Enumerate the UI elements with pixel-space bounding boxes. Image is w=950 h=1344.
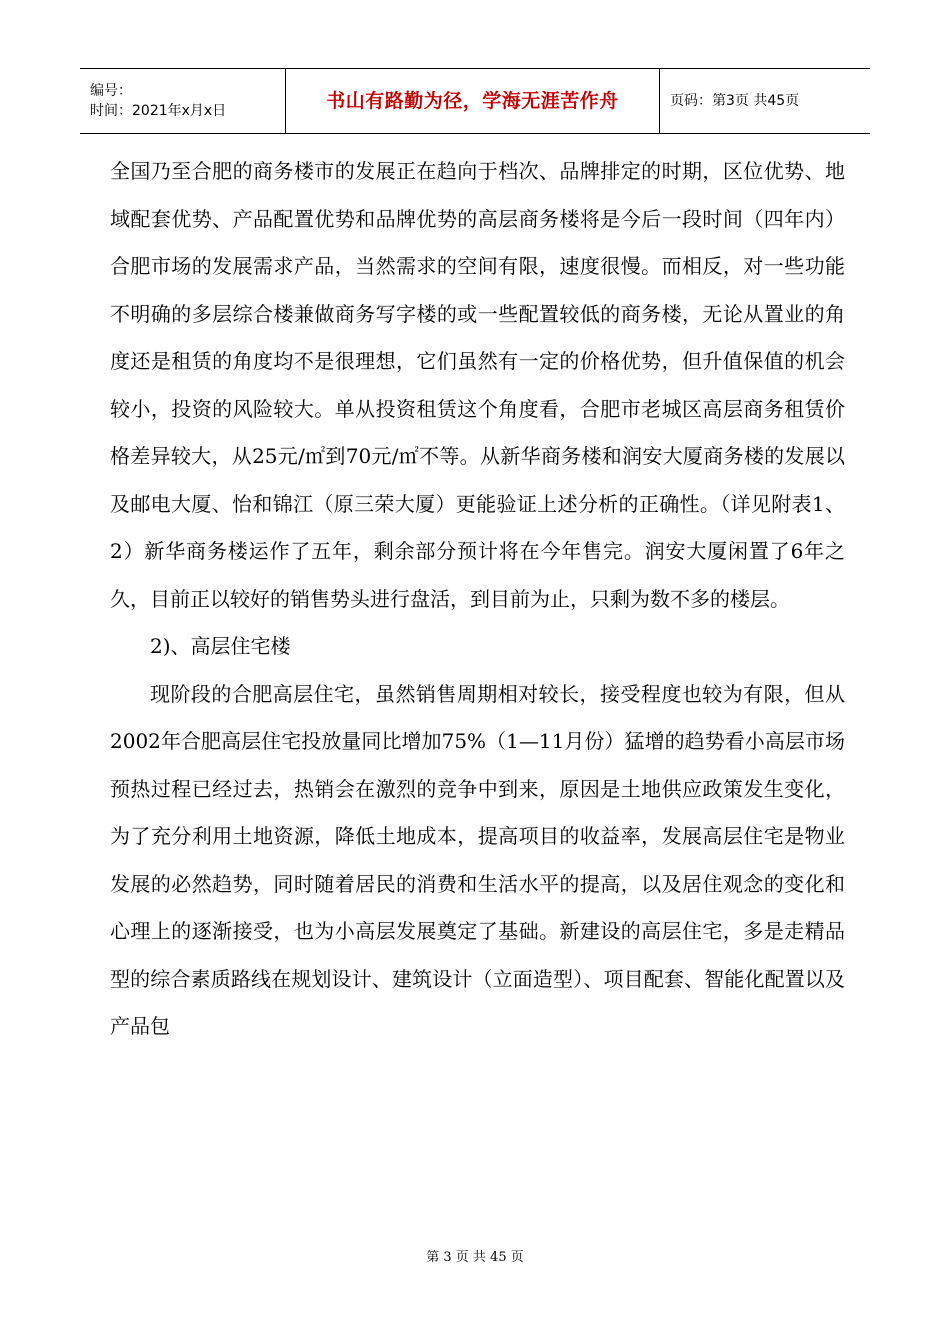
header-page-info-cell — [660, 69, 870, 133]
document-body — [110, 148, 845, 1051]
document-date: 时间：2021年x月x日 — [90, 103, 227, 119]
paragraph-high-rise-residential: 现阶段的合肥高层住宅，虽然销售周期相对较长，接受程度也较为有限，但从2002年合肥高层住宅投放量同比增加75%（1—11月份）猛增的趋势看小高层市场预热过程已经过去，热销会在激烈的竞争中到来，原因是土地供应政策发生变化，为了充分利用土地资源，降低土地成本，提高项目的收益率，发展高层住宅是物业发展的必然趋势，同时随着居民的消费和生活水平的提高，以及居住观念的变化和心理上的逐渐接受，也为小高层发展奠定了基础。新建设的高层住宅，多是走精品型的综合素质路线在规划设计、建筑设计（立面造型）、项目配套、智能化配置以及产品包 — [110, 681, 845, 1038]
header-meta — [80, 69, 285, 133]
header-motto-cell — [285, 69, 660, 133]
document-number-label: 编号： — [90, 83, 132, 99]
page-header — [80, 68, 870, 134]
page-footer: 第 3 页 共 45 页 — [426, 1250, 524, 1265]
header-page-info: 页码：第3页 共45页 — [670, 93, 800, 109]
section-heading-high-rise-residential: 2)、高层住宅楼 — [150, 634, 291, 658]
paragraph-office-market: 全国乃至合肥的商务楼市的发展正在趋向于档次、品牌排定的时期，区位优势、地域配套优势、产品配置优势和品牌优势的高层商务楼将是今后一段时间（四年内）合肥市场的发展需求产品，当然需求的空间有限，速度很慢。而相反，对一些功能不明确的多层综合楼兼做商务写字楼的或一些配置较低的商务楼，无论从置业的角度还是租赁的角度均不是很理想，它们虽然有一定的价格优势，但升值保值的机会较小，投资的风险较大。单从投资租赁这个角度看，合肥市老城区高层商务租赁价格差异较大，从25元/㎡到70元/㎡不等。从新华商务楼和润安大厦商务楼的发展以及邮电大厦、怡和锦江（原三荣大厦）更能验证上述分析的正确性。（详见附表1、2）新华商务楼运作了五年，剩余部分预计将在今年售完。润安大厦闲置了6年之久，目前正以较好的销售势头进行盘活，到目前为止，只剩为数不多的楼层。 — [110, 159, 845, 611]
header-motto: 书山有路勤为径，学海无涯苦作舟 — [326, 90, 619, 112]
